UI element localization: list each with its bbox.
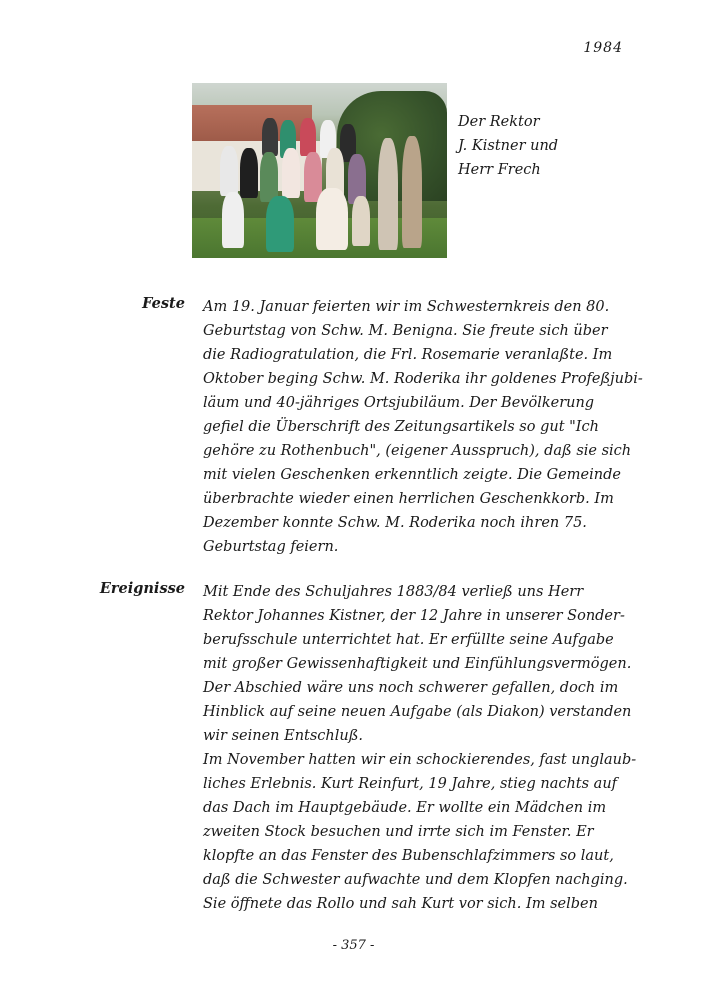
text-line: liches Erlebnis. Kurt Reinfurt, 19 Jahre, stieg nachts auf <box>203 776 618 792</box>
section-text-ereignisse <box>203 580 643 916</box>
text-line: Rektor Johannes Kistner, der 12 Jahre in unserer Sonder- <box>203 608 625 624</box>
text-line: klopfte an das Fenster des Bubenschlafzimmers so laut, <box>203 848 614 864</box>
text-line: Hinblick auf seine neuen Aufgabe (als Diakon) verstanden <box>203 704 632 720</box>
text-line: mit vielen Geschenken erkenntlich zeigte. Die Gemeinde <box>203 467 621 483</box>
text-line: das Dach im Hauptgebäude. Er wollte ein Mädchen im <box>203 800 607 816</box>
section-text-feste <box>203 295 643 559</box>
text-line: Oktober beging Schw. M. Roderika ihr goldenes Profeßjubi- <box>203 371 643 387</box>
photo-caption <box>458 110 598 182</box>
photo-people <box>200 118 428 253</box>
text-line: Der Abschied wäre uns noch schwerer gefallen, doch im <box>203 680 619 696</box>
text-line: gefiel die Überschrift des Zeitungsartikels so gut "Ich <box>203 419 599 435</box>
group-photo <box>192 83 447 258</box>
caption-line: J. Kistner und <box>458 138 559 154</box>
caption-line: Der Rektor <box>458 114 540 130</box>
page-number: - 357 - <box>332 938 375 953</box>
caption-line: Herr Frech <box>458 162 541 178</box>
section-label-feste: Feste <box>142 295 185 312</box>
text-line: berufsschule unterrichtet hat. Er erfüllte seine Aufgabe <box>203 632 614 648</box>
text-line: Mit Ende des Schuljahres 1883/84 verließ uns Herr <box>203 584 584 600</box>
text-line: Sie öffnete das Rollo und sah Kurt vor sich. Im selben <box>203 896 598 912</box>
text-line: die Radiogratulation, die Frl. Rosemarie veranlaßte. Im <box>203 347 613 363</box>
text-line: wir seinen Entschluß. <box>203 728 364 744</box>
text-line: daß die Schwester aufwachte und dem Klopfen nachging. <box>203 872 628 888</box>
text-line: überbrachte wieder einen herrlichen Geschenkkorb. Im <box>203 491 614 507</box>
text-line: Im November hatten wir ein schockierendes, fast unglaub- <box>203 752 637 768</box>
text-line: gehöre zu Rothenbuch", (eigener Ausspruch), daß sie sich <box>203 443 632 459</box>
text-line: Geburtstag von Schw. M. Benigna. Sie freute sich über <box>203 323 608 339</box>
text-line: Geburtstag feiern. <box>203 539 339 555</box>
text-line: Am 19. Januar feierten wir im Schwesternkreis den 80. <box>203 299 610 315</box>
text-line: mit großer Gewissenhaftigkeit und Einfühlungsvermögen. <box>203 656 632 672</box>
text-line: läum und 40-jähriges Ortsjubiläum. Der Bevölkerung <box>203 395 595 411</box>
text-line: Dezember konnte Schw. M. Roderika noch ihren 75. <box>203 515 587 531</box>
page-year: 1984 <box>583 40 623 56</box>
section-label-ereignisse: Ereignisse <box>99 580 185 597</box>
text-line: zweiten Stock besuchen und irrte sich im Fenster. Er <box>203 824 594 840</box>
